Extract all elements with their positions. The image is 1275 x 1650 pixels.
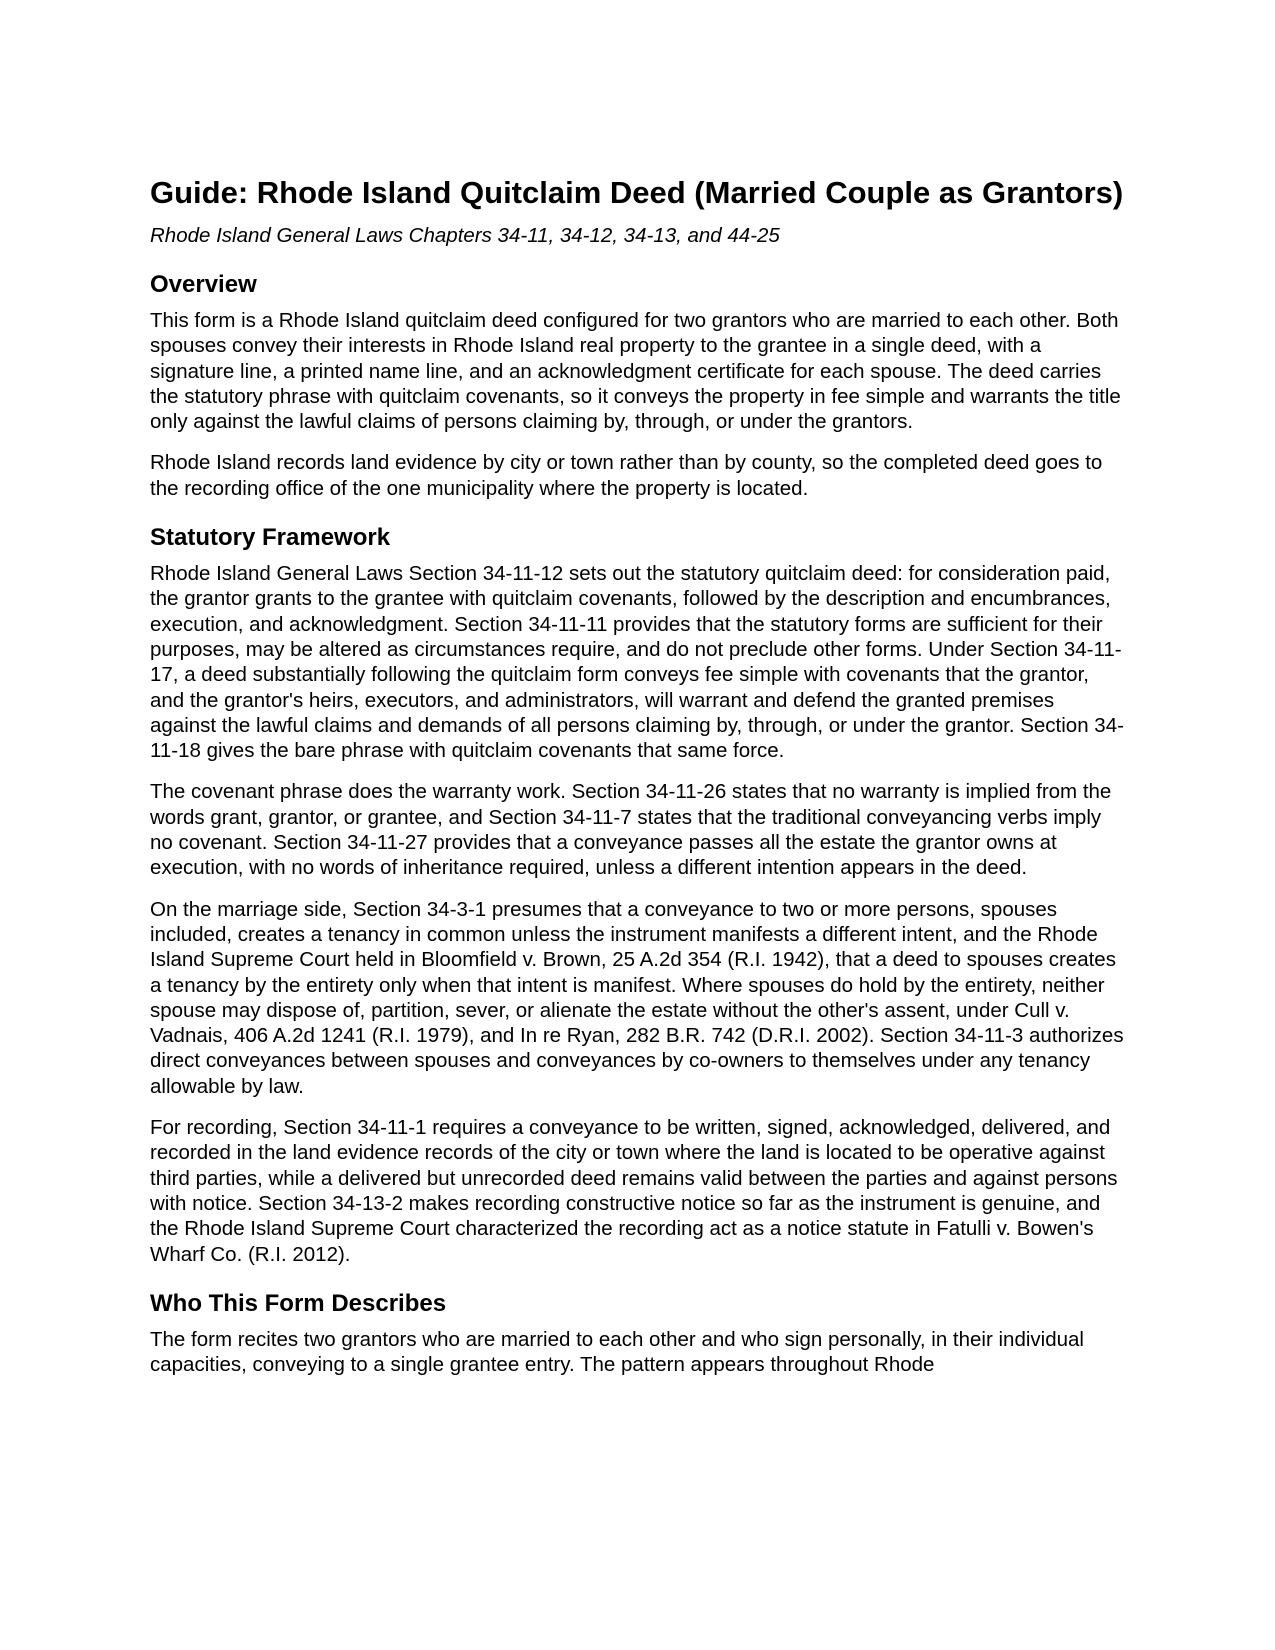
section-statutory-framework — [150, 523, 1125, 1267]
paragraph: The covenant phrase does the warranty work. Section 34-11-26 states that no warranty is implied from the words grant, grantor, or grantee, and Section 34-11-7 states that the traditional conveyancing verbs imply no covenant. Section 34-11-27 provides that a conveyance passes all the estate the grantor owns at execution, with no words of inheritance required, unless a different intention appears in the deed. — [150, 780, 1112, 880]
paragraph: Rhode Island General Laws Section 34-11-12 sets out the statutory quitclaim deed: for consideration paid, the grantor grants to the grantee with quitclaim covenants, followed by the description and encumbrances, execution, and acknowledgment. Section 34-11-11 provides that the statutory forms are sufficient for their purposes, may be altered as circumstances require, and do not preclude other forms. Under Section 34-11-17, a deed substantially following the quitclaim form conveys fee simple with covenants that the grantor, and the grantor's heirs, executors, and administrators, will warrant and defend the granted premises against the lawful claims and demands of all persons claiming by, through, or under the grantor. Section 34-11-18 gives the bare phrase with quitclaim covenants that same force. — [150, 562, 1124, 763]
document-subtitle: Rhode Island General Laws Chapters 34-11, 34-12, 34-13, and 44-25 — [150, 224, 780, 247]
paragraph: For recording, Section 34-11-1 requires a conveyance to be written, signed, acknowledged, delivered, and recorded in the land evidence records of the city or town where the land is located to be operative against third parties, while a delivered but unrecorded deed remains valid between the parties and against persons with notice. Section 34-13-2 makes recording constructive notice so far as the instrument is genuine, and the Rhode Island Supreme Court characterized the recording act as a notice statute in Fatulli v. Bowen's Wharf Co. (R.I. 2012). — [150, 1116, 1118, 1266]
section-overview — [150, 270, 1125, 501]
document-title: Guide: Rhode Island Quitclaim Deed (Married Couple as Grantors) — [150, 175, 1124, 210]
paragraph: On the marriage side, Section 34-3-1 presumes that a conveyance to two or more persons, spouses included, creates a tenancy in common unless the instrument manifests a different intent, and the Rhode Island Supreme Court held in Bloomfield v. Brown, 25 A.2d 354 (R.I. 1942), that a deed to spouses creates a tenancy by the entirety only when that intent is manifest. Where spouses do hold by the entirety, neither spouse may dispose of, partition, sever, or alienate the estate without the other's assent, under Cull v. Vadnais, 406 A.2d 1241 (R.I. 1979), and In re Ryan, 282 B.R. 742 (D.R.I. 2002). Section 34-11-3 authorizes direct conveyances between spouses and conveyances by co-owners to themselves under any tenancy allowable by law. — [150, 897, 1124, 1098]
section-who-this-form-describes — [150, 1289, 1125, 1378]
document-page — [150, 174, 1125, 1393]
paragraph: The form recites two grantors who are married to each other and who sign personally, in their individual capacities, conveying to a single grantee entry. The pattern appears throughout Rhode — [150, 1327, 1084, 1377]
section-heading: Overview — [150, 271, 257, 298]
paragraph: Rhode Island records land evidence by city or town rather than by county, so the completed deed goes to the recording office of the one municipality where the property is located. — [150, 451, 1103, 500]
section-heading: Statutory Framework — [150, 524, 391, 552]
paragraph: This form is a Rhode Island quitclaim deed configured for two grantors who are married to each other. Both spouses convey their interests in Rhode Island real property to the grantee in a single deed, with a signature line, a printed name line, and an acknowledgment certificate for each spouse. The deed carries the statutory phrase with quitclaim covenants, so it conveys the property in fee simple and warrants the title only against the lawful claims of persons claiming by, through, or under the grantors. — [150, 309, 1121, 434]
section-heading: Who This Form Describes — [150, 1289, 447, 1317]
